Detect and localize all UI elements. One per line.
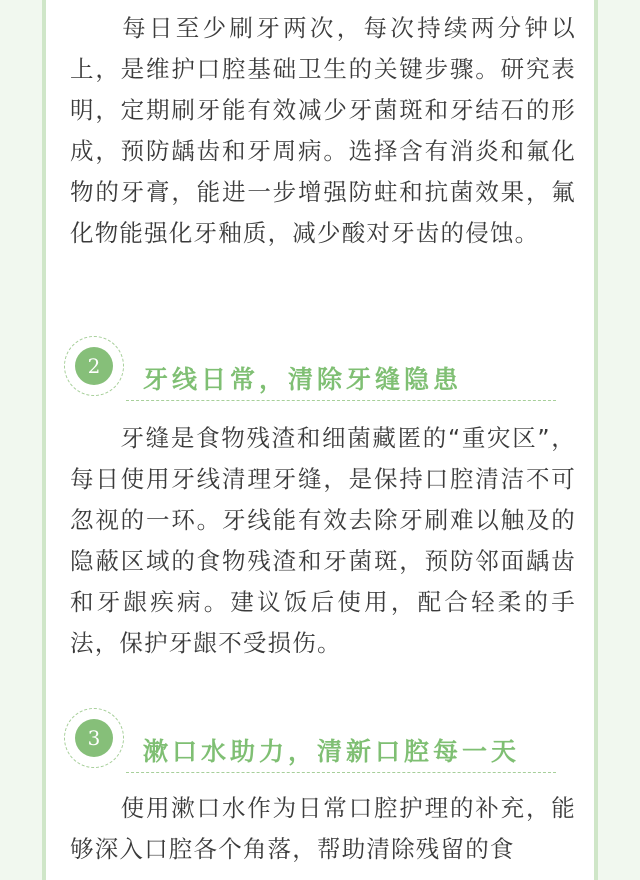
section-2-title: 牙线日常，清除牙缝隐患 [143,365,463,394]
section-1-paragraph [70,8,576,254]
section-2-text: 牙缝是食物残渣和细菌藏匿的“重灾区”，每日使用牙线清理牙缝，是保持口腔清洁不可忽视的一环。牙线能有效去除牙刷难以触及的隐蔽区域的食物残渣和牙菌斑，预防邻面龋齿和牙龈疾病。建议饭后使用，配合轻柔的手法，保护牙龈不受损伤。 [70,424,576,657]
section-3-title: 漱口水助力，清新口腔每一天 [143,737,521,766]
section-2-heading [64,336,564,406]
section-3-paragraph [70,788,576,870]
section-2-divider [126,400,556,401]
section-2-number-badge: 2 [75,347,113,385]
section-1-text: 每日至少刷牙两次，每次持续两分钟以上，是维护口腔基础卫生的关键步骤。研究表明，定期刷牙能有效减少牙菌斑和牙结石的形成，预防龋齿和牙周病。选择含有消炎和氟化物的牙膏，能进一步增强防蛀和抗菌效果，氟化物能强化牙釉质，减少酸对牙齿的侵蚀。 [70,14,576,247]
section-3-divider [126,772,556,773]
section-2-paragraph [70,418,576,664]
section-3-heading [64,708,564,778]
section-3-number-badge: 3 [75,719,113,757]
section-3-text: 使用漱口水作为日常口腔护理的补充，能够深入口腔各个角落，帮助清除残留的食 [70,794,576,863]
